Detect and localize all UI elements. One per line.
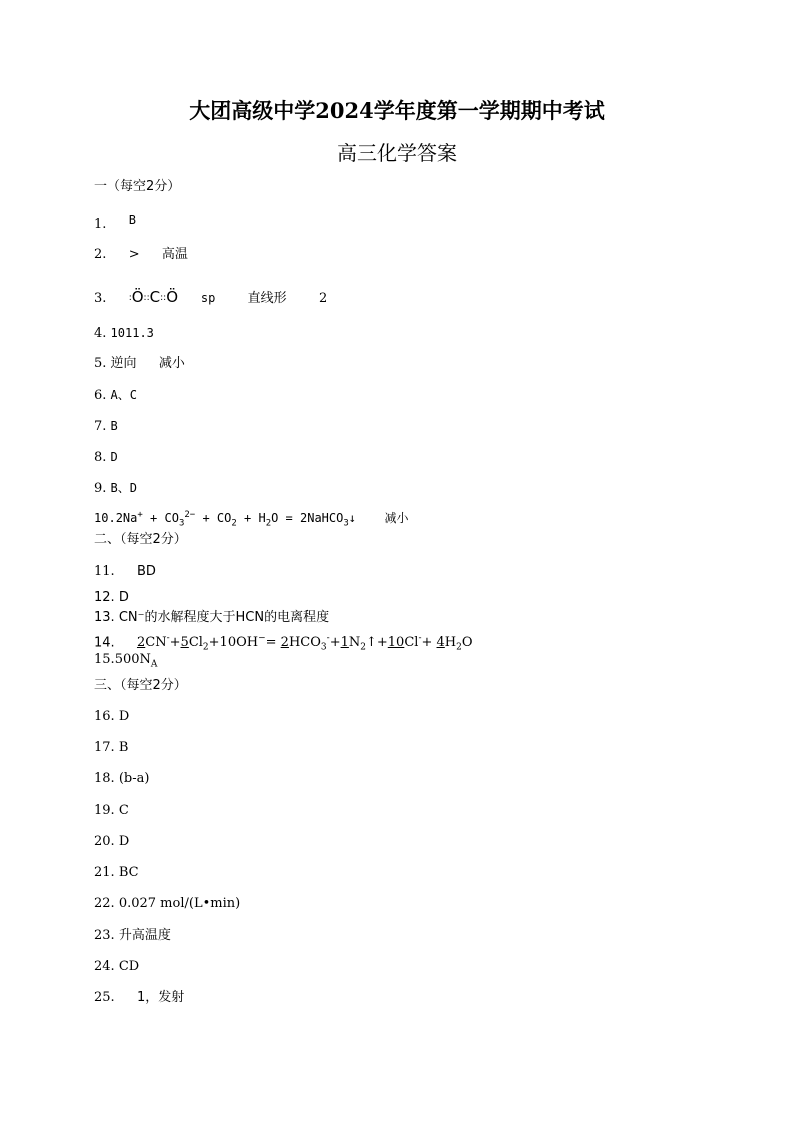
answer-text: C bbox=[118, 803, 129, 818]
answer-5 bbox=[94, 355, 185, 373]
answer-text: CN⁻的水解程度大于HCN的电离程度 bbox=[118, 610, 330, 625]
answer-text: 逆向 bbox=[110, 356, 137, 371]
answer-9 bbox=[94, 479, 137, 498]
answer-11 bbox=[94, 563, 156, 581]
equation-part: 2Na bbox=[115, 511, 138, 525]
answer-4 bbox=[94, 324, 154, 343]
page-title: 大团高级中学2024学年度第一学期期中考试 bbox=[189, 98, 605, 123]
precipitate-arrow: ↓ bbox=[348, 511, 357, 525]
question-number: 18. bbox=[94, 771, 115, 786]
redox-equation: $2CN^-+5Cl_2+10OH^-=$ $2HCO_3^-+1N_2↑+10Cl^-+ 4H_2O$ bbox=[136, 634, 473, 653]
answer-12 bbox=[94, 589, 129, 607]
answer-text: BC bbox=[118, 865, 139, 880]
question-number: 4. bbox=[94, 326, 107, 341]
answer-19 bbox=[94, 802, 129, 820]
equation-part: + H bbox=[244, 511, 266, 525]
answer-text: 高温 bbox=[161, 247, 188, 262]
answer-text: B、D bbox=[110, 481, 137, 495]
answer-text: 0.027 mol/(L•min) bbox=[118, 896, 241, 911]
question-number: 24. bbox=[94, 959, 115, 974]
page-subtitle: 高三化学答案 bbox=[337, 141, 457, 165]
equation-part: O = 2NaHCO bbox=[271, 511, 344, 525]
answer-text: B bbox=[118, 740, 129, 755]
question-number: 6. bbox=[94, 388, 107, 403]
question-number: 16. bbox=[94, 709, 115, 724]
question-number: 25. bbox=[94, 990, 115, 1005]
answer-text: B bbox=[128, 213, 136, 227]
answer-text: 减小 bbox=[384, 511, 409, 525]
question-number: 10. bbox=[94, 511, 116, 525]
answer-text: BD bbox=[136, 564, 156, 579]
equation-part: + CO bbox=[150, 511, 179, 525]
answer-text: D bbox=[110, 450, 118, 464]
question-number: 15. bbox=[94, 652, 115, 667]
answer-text: 500N bbox=[114, 652, 151, 667]
answer-25 bbox=[94, 989, 184, 1007]
question-number: 5. bbox=[94, 356, 107, 371]
answer-text: 2 bbox=[318, 291, 328, 306]
question-number: 9. bbox=[94, 481, 107, 496]
question-number: 1. bbox=[94, 217, 107, 232]
question-number: 14. bbox=[94, 635, 115, 651]
answer-16 bbox=[94, 708, 129, 726]
hybridization: sp bbox=[200, 291, 216, 305]
question-number: 8. bbox=[94, 450, 107, 465]
question-number: 23. bbox=[94, 928, 115, 943]
answer-text: 减小 bbox=[158, 356, 185, 371]
answer-15: $15.500N_A$ bbox=[94, 652, 158, 670]
answer-22 bbox=[94, 895, 240, 913]
question-number: 22. bbox=[94, 896, 115, 911]
answer-21 bbox=[94, 864, 139, 882]
question-number: 3. bbox=[94, 291, 107, 306]
answer-1 bbox=[94, 211, 136, 234]
answer-10: $10.2Na^+ + CO_3^{2-} + CO_2 + H_2O$ = 2NaHCO$_3$↓ 减小 bbox=[94, 510, 409, 529]
section-3-heading: 三、（每空2分） bbox=[94, 678, 187, 693]
question-number: 11. bbox=[94, 564, 115, 579]
question-number: 13. bbox=[94, 610, 115, 625]
section-2-heading: 二、（每空2分） bbox=[94, 532, 187, 547]
question-number: 21. bbox=[94, 865, 115, 880]
answer-2 bbox=[94, 246, 188, 264]
answer-8 bbox=[94, 448, 118, 467]
answer-text: B bbox=[110, 419, 118, 433]
question-number: 20. bbox=[94, 834, 115, 849]
question-number: 17. bbox=[94, 740, 115, 755]
answer-24 bbox=[94, 958, 139, 976]
question-number: 2. bbox=[94, 247, 107, 262]
answer-23 bbox=[94, 927, 171, 945]
molecular-shape: 直线形 bbox=[247, 291, 287, 306]
answer-20 bbox=[94, 833, 129, 851]
answer-13 bbox=[94, 609, 329, 627]
answer-text: A、C bbox=[110, 388, 137, 402]
answer-text: D bbox=[118, 834, 130, 849]
answer-text: D bbox=[118, 709, 130, 724]
section-1-heading: 一（每空2分） bbox=[94, 179, 181, 194]
answer-18 bbox=[94, 770, 149, 788]
answer-7 bbox=[94, 417, 118, 436]
answer-text: 1011.3 bbox=[110, 326, 154, 340]
answer-text: 1，发射 bbox=[136, 990, 185, 1005]
co2-lewis-structure: :Ö::C::Ö bbox=[128, 288, 183, 306]
question-number: 12. bbox=[94, 590, 115, 605]
answer-text: D bbox=[118, 590, 129, 605]
question-number: 7. bbox=[94, 419, 107, 434]
answer-text: 升高温度 bbox=[118, 928, 171, 943]
answer-6 bbox=[94, 386, 137, 405]
question-number: 19. bbox=[94, 803, 115, 818]
answer-text: (b-a) bbox=[118, 771, 150, 786]
equation-part: + CO bbox=[202, 511, 232, 525]
answer-3 bbox=[94, 288, 327, 308]
answer-text: > bbox=[128, 247, 140, 262]
answer-text: CD bbox=[118, 959, 140, 974]
answer-17 bbox=[94, 739, 128, 757]
